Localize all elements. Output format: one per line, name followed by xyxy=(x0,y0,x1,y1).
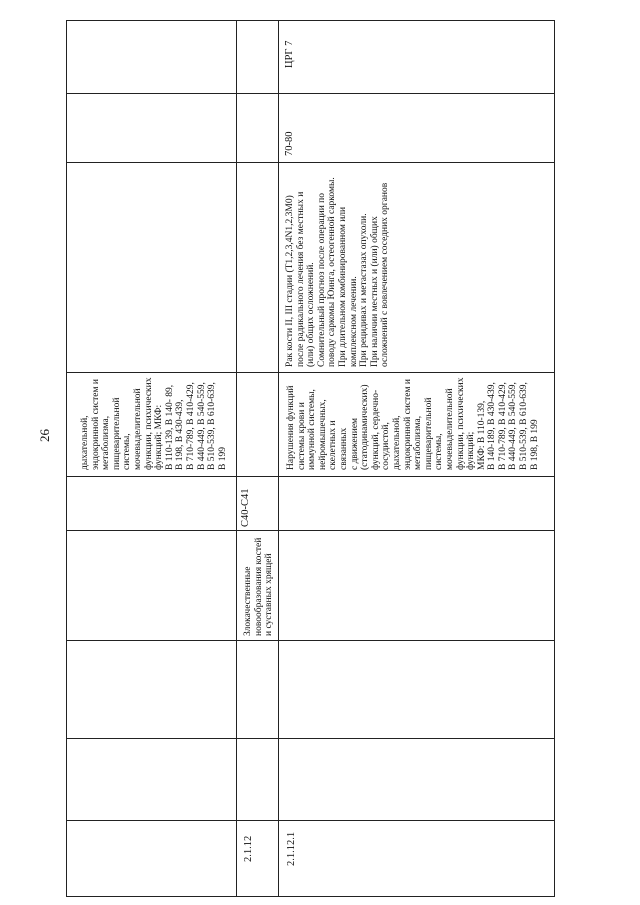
page-number: 26 xyxy=(37,429,52,442)
row-2-1-12-icd: C40-C41 xyxy=(240,488,251,527)
continuation-functions-cell: дыхательной, эндокринной систем и метаболизма, пищеварительной системы, мочевыделительной функции, психических функций; МКФ: В 110-139, В 140- 89, В 198, В 430-439, В 710-789, В 410-429, В 440-449, В 540-559, В 510-539, В 610-639, В 199 xyxy=(80,377,228,470)
row-divider xyxy=(236,20,237,897)
row-2-1-12-1-code: 2.1.12.1 xyxy=(286,831,297,866)
row-2-1-12-1-functions: Нарушения функций системы крови и иммунной системы, нейромышечных, скелетных и связанных с движением (статодинамических) функций, сердечно- сосудистой, дыхательной, эндокринной систем и метаболизма, пищеварительной системы, мочевыделительной функции, психических функций; МКФ: В 110-139, В 140-189, В 430-439, В 710-789, В 410-429, В 440-449, В 540-559, В 510-539, В 610-639, В 198, В 199 xyxy=(286,377,540,470)
column-divider xyxy=(66,640,554,641)
column-divider xyxy=(66,530,554,531)
column-divider xyxy=(66,738,554,739)
row-2-1-12-1-percent: 70-80 xyxy=(284,131,295,156)
table-border-left xyxy=(66,20,67,897)
row-divider xyxy=(278,20,279,897)
column-divider xyxy=(66,162,554,163)
table-border-bottom xyxy=(66,896,554,897)
row-2-1-12-disease: Злокачественные новообразования костей и суставных хрящей xyxy=(243,537,275,636)
table-border-top xyxy=(66,20,554,21)
row-2-1-12-1-group: ЦРГ 7 xyxy=(284,40,295,68)
column-divider xyxy=(66,372,554,373)
table-border-right xyxy=(554,20,555,897)
column-divider xyxy=(66,820,554,821)
row-2-1-12-1-clinical: Рак кости II, III стадии (T1,2,3,4N1,2,3M0) после радикального лечения без местных и (или) общих осложнений. Сомнительный прогноз после операции по поводу саркомы Юинга, остеогенной саркомы. При длительном комбинированном или комплексном лечении. При рецидивах и метастазах опухоли. При наличии местных и (или) общих осложнений с вовлечением соседних органов xyxy=(285,177,391,367)
column-divider xyxy=(66,93,554,94)
row-2-1-12-code: 2.1.12 xyxy=(243,835,254,862)
column-divider xyxy=(66,476,554,477)
